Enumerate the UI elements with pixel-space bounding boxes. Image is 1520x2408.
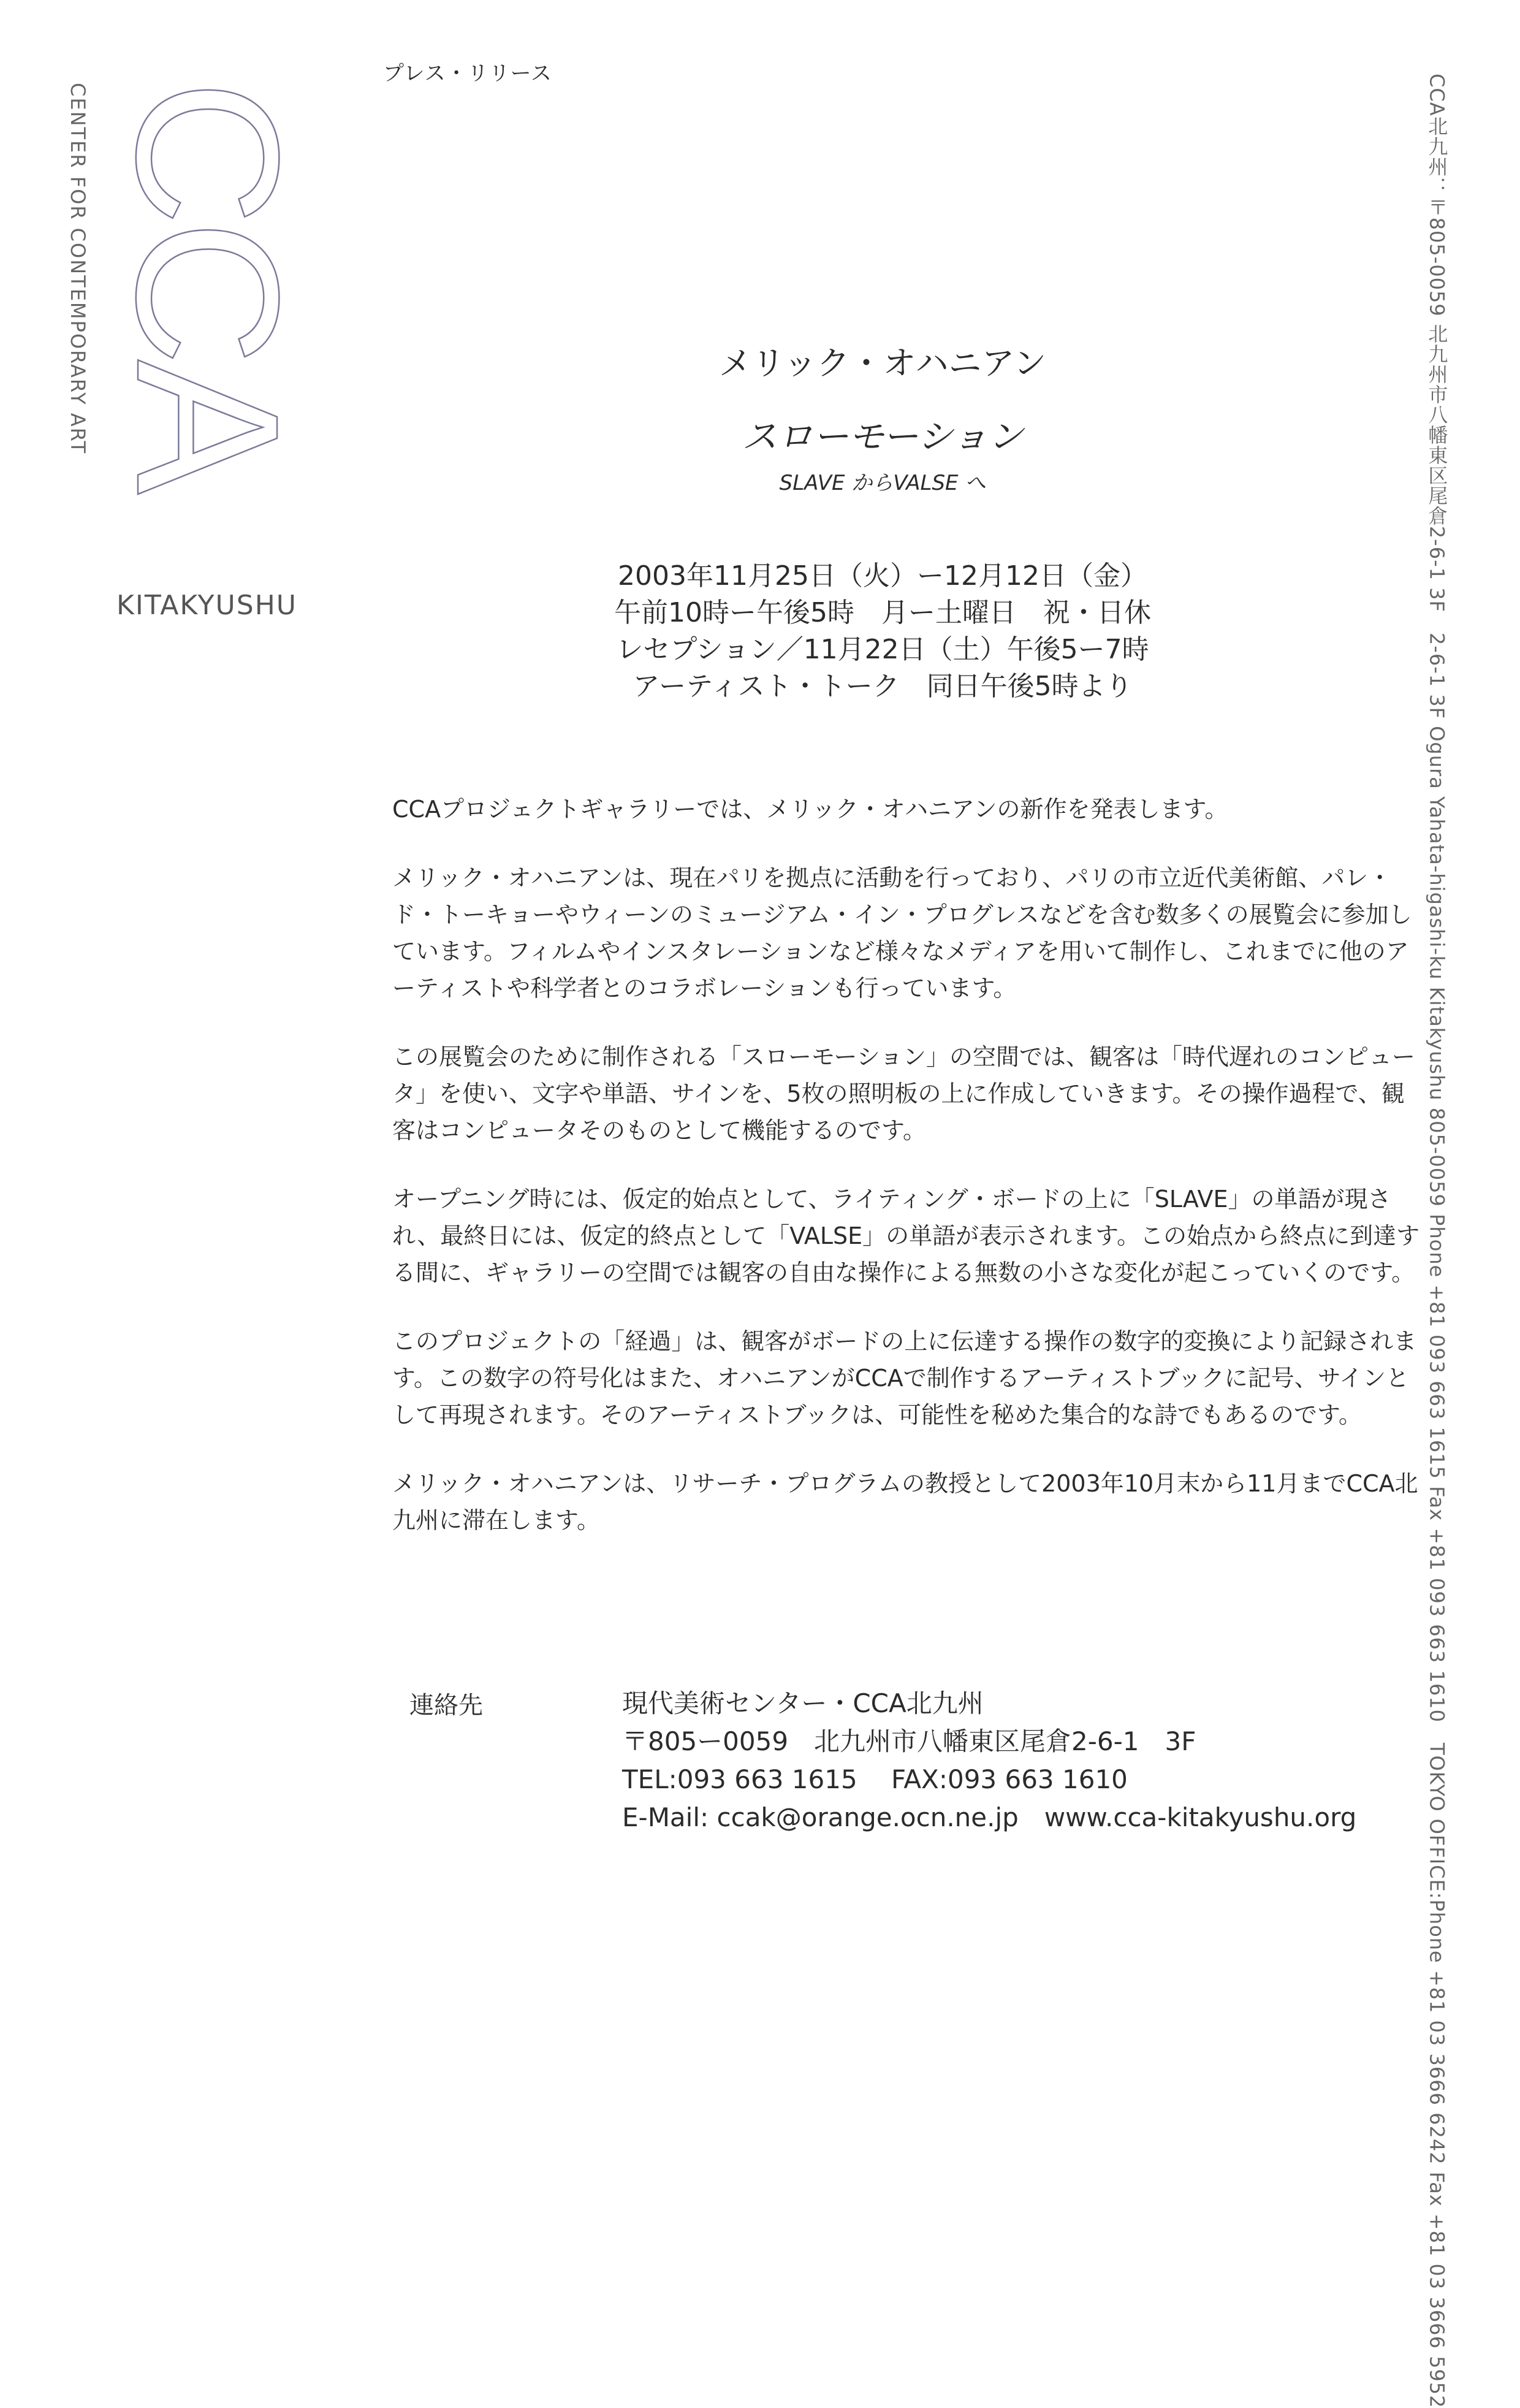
contact-org: 現代美術センター・CCA北九州 xyxy=(622,1688,984,1718)
contact-address: 〒805ー0059 北九州市八幡東区尾倉2-6-1 3F xyxy=(622,1726,1196,1756)
paragraph: オープニング時には、仮定的始点として、ライティング・ボードの上に「SLAVE」の単語が現され、最終日には、仮定的終点として「VALSE」の単語が表示されます。この始点から終点に到達する間に、ギャラリーの空間では観客の自由な操作による無数の小さな変化が起こっていくのです。 xyxy=(392,1186,1420,1286)
paragraph: このプロジェクトの「経過」は、観客がボードの上に伝達する操作の数字的変換により記録されます。この数字の符号化はまた、オハニアンがCCAで制作するアーティストブックに記号、サインとして再現されます。そのアーティストブックは、可能性を秘めた集合的な詩でもあるのです。 xyxy=(392,1328,1417,1428)
cca-logo-icon xyxy=(25,74,321,576)
body-text xyxy=(392,791,1422,1571)
paragraph: メリック・オハニアンは、現在パリを拠点に活動を行っており、パリの市立近代美術館、パレ・ド・トーキョーやウィーンのミュージアム・イン・プログレスなどを含む数多くの展覧会に参加しています。フィルムやインスタレーションなど様々なメディアを用いて制作し、これまでに他のアーティストや科学者とのコラボレーションも行っています。 xyxy=(392,864,1412,1002)
press-release-label: プレス・リリース xyxy=(383,61,552,86)
exhibition-title: スローモーション xyxy=(742,416,1024,457)
logo-city: KITAKYUSHU xyxy=(116,590,297,621)
paragraph: この展覧会のために制作される「スローモーション」の空間では、観客は「時代遅れのコンピュータ」を使い、文字や単語、サインを、5枚の照明板の上に作成していきます。その操作過程で、観客はコンピュータそのものとして機能するのです。 xyxy=(392,1043,1415,1144)
event-hours: 午前10時ー午後5時 月ー土曜日 祝・日休 xyxy=(614,597,1151,628)
side-address-strip: CCA北九州：〒805-0059 北九州市八幡東区尾倉2-6-1 3F 2-6-1 3F Ogura Yahata-higashi-ku Kitakyushu 805-0059 Phone +81 093 663 1615 Fax +81 093 663 1610 TOKYO OFFICE:Phone +81 03 3666 6242 Fax +81 03 3666 5952 xyxy=(1425,74,1449,2408)
artist-name: メリック・オハニアン xyxy=(718,344,1047,383)
event-dates: 2003年11月25日（火）ー12月12日（金） xyxy=(618,560,1147,592)
exhibition-subtitle: SLAVE からVALSE へ xyxy=(779,471,986,495)
logo-mark: CCA xyxy=(95,80,321,489)
paragraph: メリック・オハニアンは、リサーチ・プログラムの教授として2003年10月末から11月までCCA北九州に滞在します。 xyxy=(392,1470,1418,1534)
event-artist-talk: アーティスト・トーク 同日午後5時より xyxy=(633,671,1133,702)
paragraph: CCAプロジェクトギャラリーでは、メリック・オハニアンの新作を発表します。 xyxy=(392,796,1228,823)
contact-block xyxy=(622,1685,1356,1837)
event-reception: レセプション／11月22日（土）午後5ー7時 xyxy=(616,634,1149,665)
event-info xyxy=(405,558,1361,705)
contact-tel-fax: TEL:093 663 1615 FAX:093 663 1610 xyxy=(622,1764,1128,1794)
contact-email-web: E-Mail: ccak@orange.ocn.ne.jp www.cca-kitakyushu.org xyxy=(622,1802,1357,1832)
logo-subtitle: CENTER FOR CONTEMPORARY ART xyxy=(66,83,89,455)
contact-label: 連絡先 xyxy=(409,1691,483,1720)
